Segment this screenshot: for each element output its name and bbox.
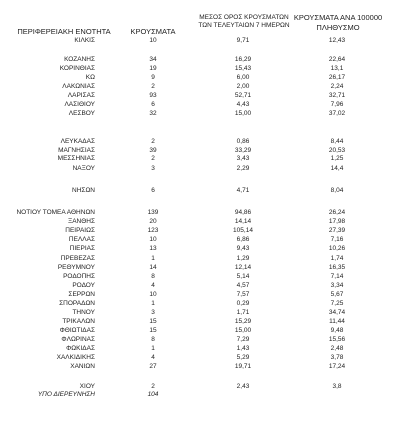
avg-7day-cell: 15,00 xyxy=(234,110,252,117)
table-row xyxy=(0,236,410,245)
per100k-cell: 37,02 xyxy=(328,110,346,117)
table-row xyxy=(0,83,410,92)
avg-7day-cell: 16,29 xyxy=(234,56,252,63)
region-cell: ΚΟΡΙΝΘΙΑΣ xyxy=(59,65,95,72)
table-row xyxy=(0,291,410,300)
cases-cell: 15 xyxy=(149,327,157,334)
region-cell: ΦΛΩΡΙΝΑΣ xyxy=(61,336,95,343)
region-cell: ΤΗΝΟΥ xyxy=(72,309,95,316)
avg-7day-cell: 7,57 xyxy=(236,291,250,298)
region-cell: ΦΘΙΩΤΙΔΑΣ xyxy=(59,327,95,334)
per100k-cell: 22,64 xyxy=(328,56,346,63)
region-cell: ΡΟΔΟΥ xyxy=(72,282,95,289)
cases-cell: 1 xyxy=(151,345,155,352)
per100k-cell: 2,24 xyxy=(330,83,344,90)
table-row xyxy=(0,354,410,363)
avg-7day-cell: 14,14 xyxy=(234,218,252,225)
per100k-cell: 7,25 xyxy=(330,300,344,307)
avg-7day-cell: 5,14 xyxy=(236,273,250,280)
cases-cell: 123 xyxy=(147,227,159,234)
avg-7day-cell: 9,71 xyxy=(236,37,250,44)
region-cell: ΝΑΞΟΥ xyxy=(72,165,95,172)
table-row xyxy=(0,165,410,174)
cases-cell: 32 xyxy=(149,110,157,117)
table-row xyxy=(0,56,410,65)
avg-7day-cell: 15,00 xyxy=(234,327,252,334)
region-cell: ΠΡΕΒΕΖΑΣ xyxy=(60,255,95,262)
cases-cell: 2 xyxy=(151,155,155,162)
cases-cell: 3 xyxy=(151,165,155,172)
avg-7day-cell: 4,57 xyxy=(236,282,250,289)
cases-cell: 10 xyxy=(149,37,157,44)
header-avg-line1: ΜΕΣΟΣ ΟΡΟΣ ΚΡΟΥΣΜΑΤΩΝ xyxy=(199,14,289,21)
avg-7day-cell: 2,43 xyxy=(236,383,250,390)
cases-cell: 39 xyxy=(149,147,157,154)
cases-cell: 93 xyxy=(149,92,157,99)
avg-7day-cell: 15,43 xyxy=(234,65,252,72)
avg-7day-cell: 4,43 xyxy=(236,101,250,108)
table-row xyxy=(0,300,410,309)
cases-cell: 27 xyxy=(149,363,157,370)
table-row xyxy=(0,391,410,400)
cases-cell: 8 xyxy=(151,336,155,343)
avg-7day-cell: 9,43 xyxy=(236,245,250,252)
region-cell: ΛΕΥΚΑΔΑΣ xyxy=(60,138,95,145)
avg-7day-cell: 6,86 xyxy=(236,236,250,243)
table-row xyxy=(0,255,410,264)
cases-cell: 20 xyxy=(149,218,157,225)
header-per100k-line1: ΚΡΟΥΣΜΑΤΑ ΑΝΑ 100000 xyxy=(293,13,383,22)
region-cell: ΧΑΝΙΩΝ xyxy=(70,363,95,370)
cases-cell: 4 xyxy=(151,282,155,289)
table-row xyxy=(0,187,410,196)
region-cell: ΡΟΔΟΠΗΣ xyxy=(63,273,95,280)
per100k-cell: 9,48 xyxy=(330,327,344,334)
avg-7day-cell: 15,29 xyxy=(234,318,252,325)
avg-7day-cell: 33,29 xyxy=(234,147,252,154)
per100k-cell: 15,56 xyxy=(328,336,346,343)
cases-cell: 19 xyxy=(149,65,157,72)
per100k-cell: 14,4 xyxy=(330,165,344,172)
per100k-cell: 17,24 xyxy=(328,363,346,370)
table-row xyxy=(0,218,410,227)
per100k-cell: 17,98 xyxy=(328,218,346,225)
cases-cell: 1 xyxy=(151,300,155,307)
per100k-cell: 20,53 xyxy=(328,147,346,154)
per100k-cell: 7,16 xyxy=(330,236,344,243)
avg-7day-cell: 105,14 xyxy=(233,227,253,234)
region-cell: ΥΠΟ ΔΙΕΡΕΥΝΗΣΗ xyxy=(37,391,95,398)
cases-cell: 8 xyxy=(151,273,155,280)
per100k-cell: 26,24 xyxy=(328,209,346,216)
region-cell: ΞΑΝΘΗΣ xyxy=(67,218,95,225)
region-cell: ΣΠΟΡΑΔΩΝ xyxy=(59,300,95,307)
region-cell: ΠΕΙΡΑΙΩΣ xyxy=(65,227,95,234)
per100k-cell: 12,43 xyxy=(328,37,346,44)
header-cases: ΚΡΟΥΣΜΑΤΑ xyxy=(130,27,176,36)
table-row xyxy=(0,65,410,74)
avg-7day-cell: 4,71 xyxy=(236,187,250,194)
table-row xyxy=(0,138,410,147)
region-cell: ΚΩ xyxy=(85,74,95,81)
table-row xyxy=(0,101,410,110)
avg-7day-cell: 5,29 xyxy=(236,354,250,361)
per100k-cell: 34,74 xyxy=(328,309,346,316)
avg-7day-cell: 0,86 xyxy=(236,138,250,145)
table-row xyxy=(0,227,410,236)
avg-7day-cell: 1,43 xyxy=(236,345,250,352)
per100k-cell: 26,17 xyxy=(328,74,346,81)
cases-cell: 13 xyxy=(149,245,157,252)
table-row xyxy=(0,264,410,273)
table-row xyxy=(0,282,410,291)
per100k-cell: 3,8 xyxy=(332,383,342,390)
per100k-cell: 7,96 xyxy=(330,101,344,108)
region-cell: ΡΕΘΥΜΝΟΥ xyxy=(57,264,95,271)
region-cell: ΛΑΣΙΘΙΟΥ xyxy=(64,101,95,108)
region-cell: ΤΡΙΚΑΛΩΝ xyxy=(62,318,95,325)
cases-cell: 10 xyxy=(149,291,157,298)
region-cell: ΧΑΛΚΙΔΙΚΗΣ xyxy=(56,354,95,361)
table-row xyxy=(0,110,410,119)
cases-cell: 139 xyxy=(147,209,159,216)
per100k-cell: 16,35 xyxy=(328,264,346,271)
table-row xyxy=(0,345,410,354)
cases-cell: 2 xyxy=(151,383,155,390)
per100k-cell: 32,71 xyxy=(328,92,346,99)
region-cell: ΠΕΛΛΑΣ xyxy=(68,236,95,243)
table-row xyxy=(0,336,410,345)
avg-7day-cell: 7,29 xyxy=(236,336,250,343)
per100k-cell: 5,67 xyxy=(330,291,344,298)
region-cell: ΝΟΤΙΟΥ ΤΟΜΕΑ ΑΘΗΝΩΝ xyxy=(16,209,95,216)
region-cell: ΚΙΛΚΙΣ xyxy=(74,37,95,44)
region-cell: ΝΗΣΩΝ xyxy=(72,187,95,194)
table-row xyxy=(0,74,410,83)
cases-cell: 2 xyxy=(151,138,155,145)
region-cell: ΚΟΖΑΝΗΣ xyxy=(64,56,95,63)
per100k-cell: 13,1 xyxy=(330,65,344,72)
header-region: ΠΕΡΙΦΕΡΕΙΑΚΗ ΕΝΟΤΗΤΑ xyxy=(17,27,111,36)
table-row xyxy=(0,209,410,218)
per100k-cell: 8,04 xyxy=(330,187,344,194)
avg-7day-cell: 2,29 xyxy=(236,165,250,172)
region-cell: ΜΕΣΣΗΝΙΑΣ xyxy=(57,155,95,162)
per100k-cell: 10,26 xyxy=(328,245,346,252)
region-cell: ΧΙΟΥ xyxy=(79,383,95,390)
avg-7day-cell: 1,29 xyxy=(236,255,250,262)
cases-cell: 14 xyxy=(149,264,157,271)
per100k-cell: 3,34 xyxy=(330,282,344,289)
cases-cell: 10 xyxy=(149,236,157,243)
per100k-cell: 11,44 xyxy=(329,318,345,325)
cases-cell: 34 xyxy=(149,56,157,63)
per100k-cell: 8,44 xyxy=(330,138,344,145)
region-cell: ΛΑΚΩΝΙΑΣ xyxy=(62,83,95,90)
avg-7day-cell: 6,00 xyxy=(236,74,250,81)
region-cell: ΜΑΓΝΗΣΙΑΣ xyxy=(58,147,95,154)
cases-cell: 9 xyxy=(151,74,155,81)
per100k-cell: 3,78 xyxy=(330,354,344,361)
table-row xyxy=(0,245,410,254)
avg-7day-cell: 1,71 xyxy=(236,309,250,316)
avg-7day-cell: 19,71 xyxy=(234,363,252,370)
per100k-cell: 27,39 xyxy=(328,227,346,234)
region-cell: ΣΕΡΡΩΝ xyxy=(68,291,95,298)
avg-7day-cell: 2,00 xyxy=(236,83,250,90)
cases-cell: 1 xyxy=(151,255,155,262)
avg-7day-cell: 52,71 xyxy=(234,92,252,99)
cases-cell: 6 xyxy=(151,187,155,194)
per100k-cell: 1,25 xyxy=(330,155,344,162)
avg-7day-cell: 12,14 xyxy=(234,264,252,271)
table-row xyxy=(0,92,410,101)
per100k-cell: 1,74 xyxy=(330,255,344,262)
table-row xyxy=(0,273,410,282)
table-row xyxy=(0,155,410,164)
header-per100k-line2: ΠΛΗΘΥΣΜΟ xyxy=(316,23,360,32)
cases-cell: 15 xyxy=(149,318,157,325)
avg-7day-cell: 3,43 xyxy=(236,155,250,162)
per100k-cell: 7,14 xyxy=(330,273,344,280)
cases-cell: 3 xyxy=(151,309,155,316)
per100k-cell: 2,48 xyxy=(330,345,344,352)
table-row xyxy=(0,309,410,318)
cases-cell: 2 xyxy=(151,83,155,90)
cases-cell: 104 xyxy=(147,391,159,398)
avg-7day-cell: 0,29 xyxy=(236,300,250,307)
table-row xyxy=(0,327,410,336)
region-cell: ΛΑΡΙΣΑΣ xyxy=(67,92,95,99)
table-row xyxy=(0,318,410,327)
table-row xyxy=(0,37,410,46)
region-cell: ΦΩΚΙΔΑΣ xyxy=(66,345,95,352)
region-cell: ΛΕΣΒΟΥ xyxy=(68,110,95,117)
avg-7day-cell: 94,86 xyxy=(234,209,252,216)
table-row xyxy=(0,363,410,372)
header-avg-line2: ΤΩΝ ΤΕΛΕΥΤΑΙΩΝ 7 ΗΜΕΡΩΝ xyxy=(198,22,290,29)
region-cell: ΠΙΕΡΙΑΣ xyxy=(69,245,95,252)
cases-cell: 6 xyxy=(151,101,155,108)
cases-cell: 4 xyxy=(151,354,155,361)
